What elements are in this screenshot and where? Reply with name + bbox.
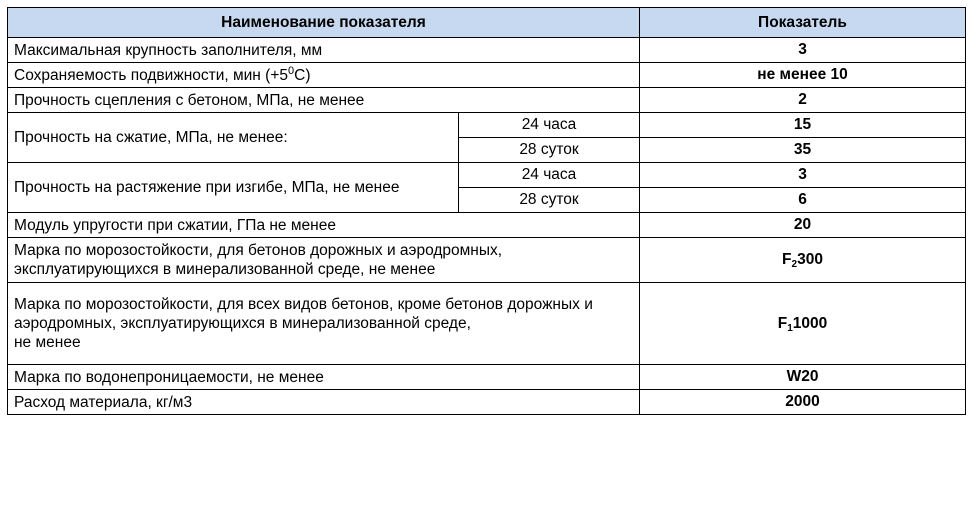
- row-value: 2: [640, 88, 966, 113]
- row-name: Прочность сцепления с бетоном, МПа, не менее: [8, 88, 640, 113]
- row-value: 3: [640, 38, 966, 63]
- row-name: Максимальная крупность заполнителя, мм: [8, 38, 640, 63]
- value-subscript: 2: [791, 259, 798, 270]
- row-name-text: Сохраняемость подвижности, мин (+5: [14, 66, 289, 84]
- row-subcondition: 24 часа: [459, 113, 640, 138]
- value-letter: F: [782, 251, 792, 268]
- table-row: [8, 283, 966, 365]
- row-subcondition: 24 часа: [459, 163, 640, 188]
- row-subcondition: 28 суток: [459, 188, 640, 213]
- row-subcondition: 28 суток: [459, 138, 640, 163]
- table-row: [8, 390, 966, 415]
- row-name: Марка по водонепроницаемости, не менее: [8, 365, 640, 390]
- row-name: Расход материала, кг/м3: [8, 390, 640, 415]
- degree-superscript: 0: [288, 64, 295, 77]
- row-name: Модуль упругости при сжатии, ГПа не менее: [8, 213, 640, 238]
- row-value: [640, 238, 966, 283]
- row-value: 35: [640, 138, 966, 163]
- row-name: Прочность на сжатие, МПа, не менее:: [8, 113, 459, 163]
- row-value: 3: [640, 163, 966, 188]
- row-name: [8, 63, 640, 88]
- row-name-suffix: не менее: [14, 334, 81, 351]
- table-row: [8, 113, 966, 138]
- row-value: 2000: [640, 390, 966, 415]
- row-name-suffix: С): [294, 66, 311, 84]
- row-value: 6: [640, 188, 966, 213]
- row-name-text: Марка по морозостойкости, для всех видов бетонов, кроме бетонов дорожных и аэродромных, эксплуатирующихся в минерализованной среде,: [14, 296, 593, 332]
- table-row: [8, 238, 966, 283]
- row-value: не менее 10: [640, 63, 966, 88]
- header-value: Показатель: [640, 8, 966, 38]
- table-header-row: [8, 8, 966, 38]
- value-number: 300: [797, 251, 823, 268]
- value-subscript: 1: [787, 322, 793, 334]
- value-number: 1000: [792, 314, 828, 332]
- row-name: Марка по морозостойкости, для бетонов дорожных и аэродромных, эксплуатирующихся в минерализованной среде, не менее: [8, 238, 640, 283]
- row-name: Прочность на растяжение при изгибе, МПа, не менее: [8, 163, 459, 213]
- table-row: [8, 213, 966, 238]
- row-value: [640, 283, 966, 365]
- properties-table: [7, 7, 966, 415]
- row-name: [8, 283, 640, 365]
- table-row: [8, 365, 966, 390]
- table-row: [8, 63, 966, 88]
- table-row: [8, 163, 966, 188]
- value-letter: F: [777, 314, 788, 332]
- row-value: 20: [640, 213, 966, 238]
- table-row: [8, 38, 966, 63]
- row-value: W20: [640, 365, 966, 390]
- header-name: Наименование показателя: [8, 8, 640, 38]
- table-row: [8, 88, 966, 113]
- row-value: 15: [640, 113, 966, 138]
